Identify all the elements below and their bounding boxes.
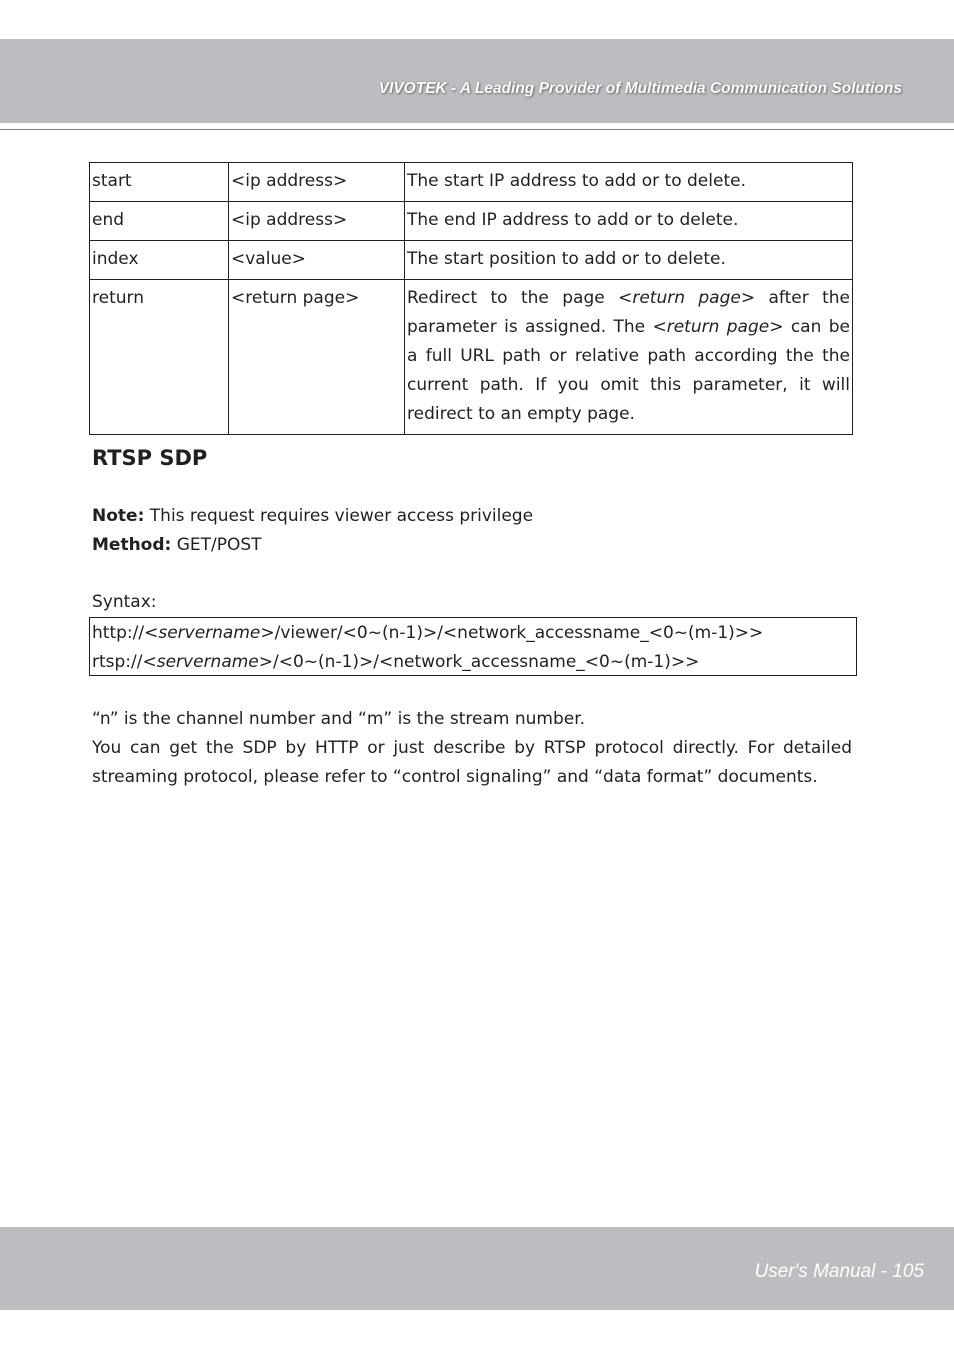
desc-text: can be a full URL path or relative path according the the current path. If you omit this parameter, it will redirect to an empty page. (407, 317, 850, 424)
table-row (90, 241, 853, 280)
method-text: GET/POST (171, 535, 262, 555)
syntax-suffix: /viewer/<0~(n-1)>/<network_accessname_<0~(m-1)>> (274, 623, 764, 643)
method-label: Method: (92, 535, 172, 555)
desc-variable: <return page> (652, 317, 784, 337)
param-value: <ip address> (229, 163, 405, 202)
syntax-box (89, 617, 857, 676)
param-description: The start IP address to add or to delete. (405, 163, 853, 202)
note-line (92, 506, 533, 526)
syntax-line-http (92, 619, 763, 648)
page-number: User's Manual - 105 (754, 1261, 924, 1282)
table-row (90, 280, 853, 435)
syntax-line-rtsp (92, 648, 699, 677)
note-label: Note: (92, 506, 145, 526)
desc-text: after the parameter is assigned. The (407, 288, 850, 337)
syntax-label: Syntax: (92, 592, 157, 612)
param-value: <return page> (229, 280, 405, 435)
sdp-description: You can get the SDP by HTTP or just describe by RTSP protocol directly. For detailed streaming protocol, please refer to “control signaling” and “data format” documents. (92, 738, 852, 787)
param-value: <value> (229, 241, 405, 280)
syntax-variable: <servername> (144, 623, 275, 643)
syntax-variable: <servername> (142, 652, 274, 672)
note-text: This request requires viewer access privilege (144, 506, 534, 526)
footer-band (0, 1227, 954, 1310)
param-name: end (90, 202, 229, 241)
param-name: start (90, 163, 229, 202)
syntax-suffix: /<0~(n-1)>/<network_accessname_<0~(m-1)>> (273, 652, 700, 672)
param-value: <ip address> (229, 202, 405, 241)
desc-variable: <return page> (618, 288, 756, 308)
syntax-prefix: http:// (92, 623, 145, 643)
syntax-prefix: rtsp:// (92, 652, 143, 672)
param-description: The start position to add or to delete. (405, 241, 853, 280)
header-tagline: VIVOTEK - A Leading Provider of Multimedia Communication Solutions (378, 80, 902, 97)
header-divider (0, 129, 954, 130)
channel-note: “n” is the channel number and “m” is the stream number. (92, 709, 586, 729)
table-row (90, 163, 853, 202)
section-title: RTSP SDP (92, 446, 208, 470)
table-row (90, 202, 853, 241)
parameter-table (89, 162, 853, 435)
param-description (405, 280, 853, 435)
header-band (0, 39, 954, 123)
param-name: index (90, 241, 229, 280)
param-name: return (90, 280, 229, 435)
desc-text: Redirect to the page (407, 288, 619, 308)
param-description: The end IP address to add or to delete. (405, 202, 853, 241)
method-line (92, 535, 262, 555)
